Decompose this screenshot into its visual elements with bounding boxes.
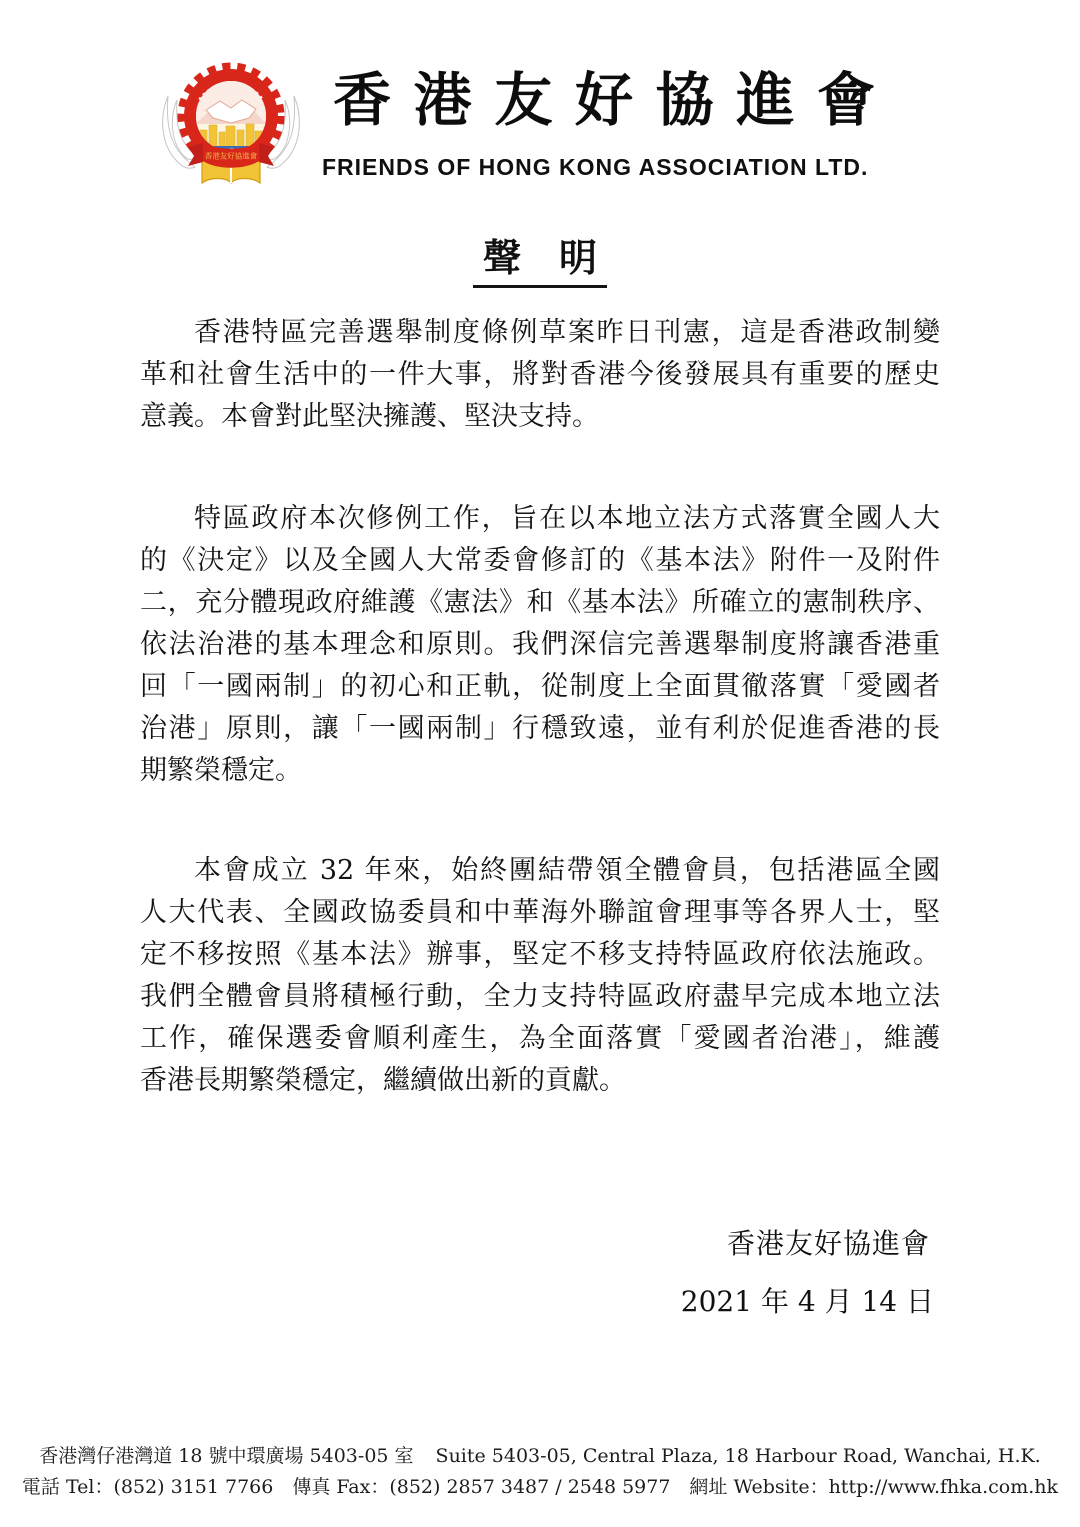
paragraph-3 bbox=[140, 850, 940, 1102]
paragraph-line: 依法治港的基本理念和原則。我們深信完善選舉制度將讓香港重 bbox=[140, 629, 940, 660]
paragraph-line: 治港」原則，讓「一國兩制」行穩致遠，並有利於促進香港的長 bbox=[140, 713, 940, 744]
org-name-chinese bbox=[333, 60, 875, 140]
paragraph-line: 香港長期繁榮穩定，繼續做出新的貢獻。 bbox=[140, 1065, 626, 1096]
footer-address-english: Suite 5403-05, Central Plaza, 18 Harbour Road, Wanchai, H.K. bbox=[435, 1445, 1041, 1467]
footer-address-line bbox=[0, 1441, 1080, 1472]
paragraph-line: 革和社會生活中的一件大事，將對香港今後發展具有重要的歷史 bbox=[140, 359, 940, 390]
paragraph-line: 工作，確保選委會順利產生，為全面落實「愛國者治港」，維護 bbox=[140, 1023, 940, 1054]
org-name-char: 友 bbox=[494, 66, 553, 134]
emblem-ribbon-text: 香港友好協進會 bbox=[204, 151, 258, 161]
org-name-char: 好 bbox=[574, 66, 633, 134]
footer-address-chinese: 香港灣仔港灣道 18 號中環廣場 5403-05 室 bbox=[39, 1445, 414, 1467]
paragraph-1 bbox=[140, 312, 940, 438]
document-title-text: 聲 明 bbox=[473, 227, 607, 288]
org-name-english: FRIENDS OF HONG KONG ASSOCIATION LTD. bbox=[322, 154, 869, 180]
paragraph-line: 香港特區完善選舉制度條例草案昨日刊憲，這是香港政制變 bbox=[194, 317, 940, 348]
document-title bbox=[0, 227, 1080, 288]
org-name-char: 港 bbox=[413, 66, 472, 134]
signature-org-name: 香港友好協進會 bbox=[726, 1227, 930, 1260]
org-name-char: 進 bbox=[736, 66, 795, 134]
paragraph-line: 定不移按照《基本法》辦事，堅定不移支持特區政府依法施政。 bbox=[140, 939, 940, 970]
paragraph-line: 的《決定》以及全國人大常委會修訂的《基本法》附件一及附件 bbox=[140, 545, 940, 576]
paragraph-line: 二，充分體現政府維護《憲法》和《基本法》所確立的憲制秩序、 bbox=[140, 587, 940, 618]
paragraph-line: 回「一國兩制」的初心和正軌，從制度上全面貫徹落實「愛國者 bbox=[140, 671, 940, 702]
footer-contacts-line: 電話 Tel：(852) 3151 7766 傳真 Fax：(852) 2857 3487 / 2548 5977 網址 Website：http://www.fhka.com.hk bbox=[21, 1476, 1059, 1498]
paragraph-line: 我們全體會員將積極行動，全力支持特區政府盡早完成本地立法 bbox=[140, 981, 940, 1012]
org-name-char: 協 bbox=[655, 66, 714, 134]
org-name-char: 會 bbox=[816, 66, 875, 134]
paragraph-2 bbox=[140, 498, 940, 792]
paragraph-line: 期繁榮穩定。 bbox=[140, 755, 302, 786]
paragraph-line: 意義。本會對此堅決擁護、堅決支持。 bbox=[140, 401, 599, 432]
paragraph-line: 特區政府本次修例工作，旨在以本地立法方式落實全國人大 bbox=[194, 503, 940, 534]
footer-contact-info bbox=[0, 1441, 1080, 1503]
signature-date: 2021 年 4 月 14 日 bbox=[680, 1285, 934, 1318]
paragraph-line: 人大代表、全國政協委員和中華海外聯誼會理事等各界人士，堅 bbox=[140, 897, 940, 928]
org-name-char: 香 bbox=[333, 66, 392, 134]
association-emblem-logo bbox=[158, 46, 304, 198]
paragraph-line: 本會成立 32 年來，始終團結帶領全體會員，包括港區全國 bbox=[194, 855, 940, 886]
